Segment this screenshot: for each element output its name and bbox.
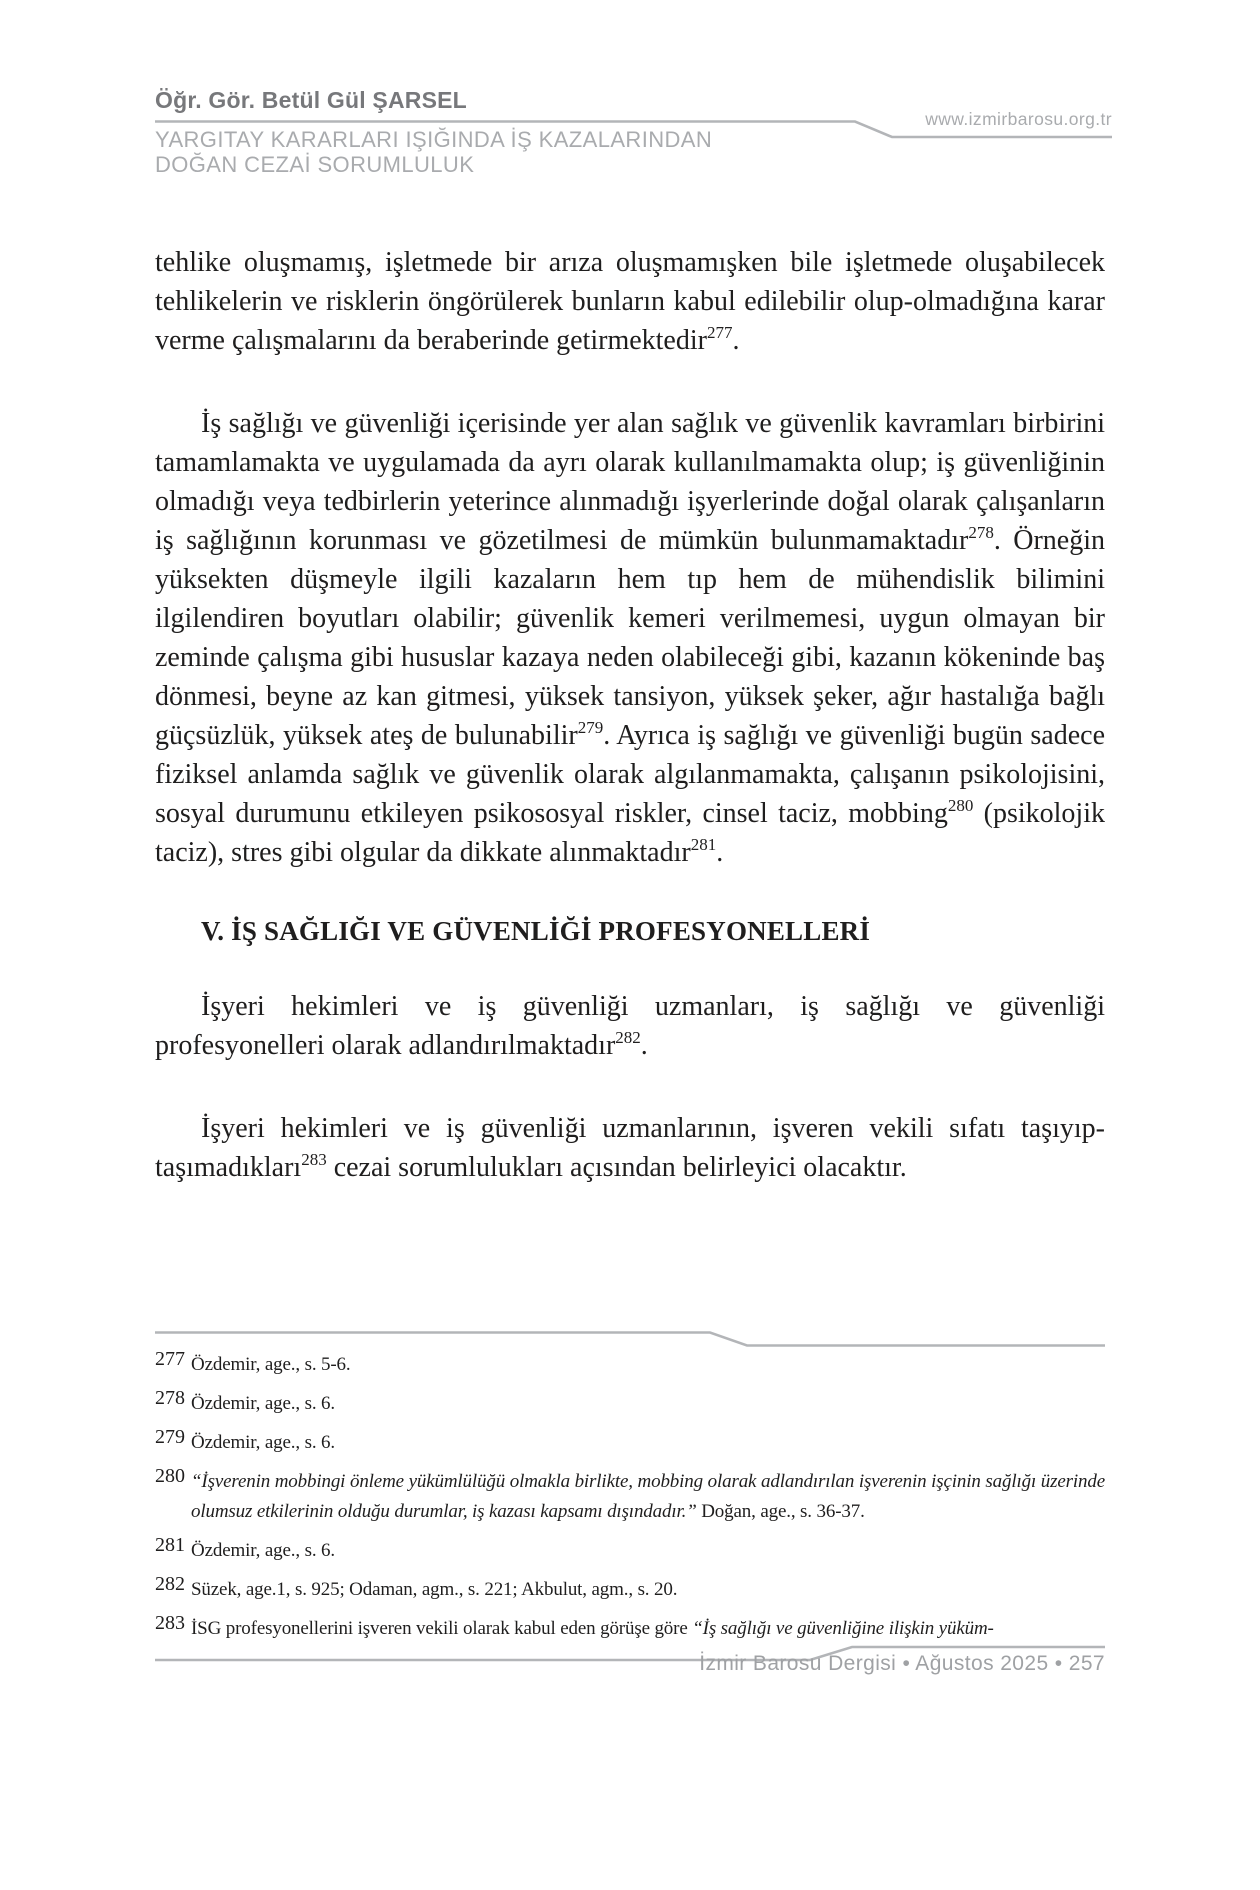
- journal-footer-text: İzmir Barosu Dergisi • Ağustos 2025 • 257: [699, 1652, 1105, 1675]
- footnote-reference: 280: [947, 796, 974, 815]
- article-title-line1: YARGITAY KARARLARI IŞIĞINDA İŞ KAZALARINDAN: [155, 127, 713, 152]
- footnote-text: “İşverenin mobbingi önleme yükümlülüğü olmakla birlikte, mobbing olarak adlandırılan işverenin işçinin sağlığı üzerinde olumsuz etkilerinin olduğu durumlar, iş kazası kapsamı dışındadır.” Doğan, age., s. 36-37.: [191, 1471, 1105, 1522]
- footnote-number: 279: [155, 1426, 185, 1448]
- body-paragraph: İşyeri hekimleri ve iş güvenliği uzmanlarının, işveren vekili sıfatı taşıyıp-taşımadıkları$^{283}$ cezai sorumlulukları açısından belirleyici olacaktır.: [155, 1113, 1105, 1183]
- footnote: [155, 1575, 1105, 1605]
- footnote-reference: 278: [968, 523, 994, 542]
- footnote-text: Özdemir, age., s. 5-6.: [191, 1354, 351, 1375]
- footnote-text: Özdemir, age., s. 6.: [191, 1432, 335, 1453]
- footnote-text: İSG profesyonellerini işveren vekili olarak kabul eden görüşe göre “İş sağlığı ve güvenliğine ilişkin yüküm-: [191, 1618, 994, 1639]
- footnote-number: 283: [155, 1612, 185, 1634]
- body-paragraph: İşyeri hekimleri ve iş güvenliği uzmanları, iş sağlığı ve güvenliği profesyonelleri olarak adlandırılmaktadır$^{282}$.: [155, 991, 1105, 1061]
- footnote-number: 277: [155, 1348, 185, 1370]
- footnote-text: Süzek, age.1, s. 925; Odaman, agm., s. 221; Akbulut, agm., s. 20.: [191, 1579, 678, 1600]
- footnote-reference: 279: [577, 718, 604, 737]
- footnote-reference: 283: [301, 1150, 327, 1169]
- journal-website: www.izmirbarosu.org.tr: [925, 109, 1112, 129]
- footnote: [155, 1536, 1105, 1566]
- footnote: [155, 1389, 1105, 1419]
- quoted-italic-text: “İşverenin mobbingi önleme yükümlülüğü olmakla birlikte, mobbing olarak adlandırılan işverenin işçinin sağlığı üzerinde olumsuz etkilerinin olduğu durumlar, iş kazası kapsamı dışındadır.”: [191, 1471, 1105, 1522]
- article-title: [155, 127, 712, 177]
- footnote-number: 281: [155, 1534, 185, 1556]
- footnote-text: Özdemir, age., s. 6.: [191, 1540, 335, 1561]
- footnote: [155, 1614, 1105, 1644]
- quoted-italic-text: “İş sağlığı ve güvenliğine ilişkin yüküm-: [692, 1618, 994, 1639]
- footnote-text: Özdemir, age., s. 6.: [191, 1393, 335, 1414]
- footnote-reference: 277: [706, 323, 733, 342]
- body-paragraph: tehlike oluşmamış, işletmede bir arıza oluşmamışken bile işletmede oluşabilecek tehlikelerin ve risklerin öngörülerek bunların kabul edilebilir olup-olmadığına karar verme çalışmalarını da beraberinde getirmektedir$^{277}$.: [155, 247, 1105, 356]
- footnote-number: 282: [155, 1573, 185, 1595]
- author-name: Öğr. Gör. Betül Gül ŞARSEL: [155, 87, 467, 113]
- footnote: [155, 1428, 1105, 1458]
- section-heading: V. İŞ SAĞLIĞI VE GÜVENLİĞİ PROFESYONELLERİ: [201, 916, 871, 946]
- article-title-line2: DOĞAN CEZAİ SORUMLULUK: [155, 152, 475, 177]
- footnotes-section: [155, 1350, 1105, 1653]
- footnote: [155, 1350, 1105, 1380]
- footnote-number: 278: [155, 1387, 185, 1409]
- footnote: [155, 1467, 1105, 1527]
- footnote-separator-rule: [155, 1330, 1105, 1348]
- footnote-number: 280: [155, 1465, 185, 1487]
- footnote-reference: 281: [690, 835, 717, 854]
- body-paragraph: İş sağlığı ve güvenliği içerisinde yer alan sağlık ve güvenlik kavramları birbirini tamamlamakta ve uygulamada da ayrı olarak kullanılmamakta olup; iş güvenliğinin olmadığı veya tedbirlerin yeterince alınmadığı işyerlerinde doğal olarak çalışanların iş sağlığının korunması ve gözetilmesi de mümkün bulunmamaktadır$^{278}$. Örneğin yüksekten düşmeyle ilgili kazaların hem tıp hem de mühendislik bilimini ilgilendiren boyutları olabilir; güvenlik kemeri verilmemesi, uygun olmayan bir zeminde çalışma gibi hususlar kazaya neden olabileceği gibi, kazanın kökeninde baş dönmesi, beyne az kan gitmesi, yüksek tansiyon, yüksek şeker, ağır hastalığa bağlı güçsüzlük, yüksek ateş de bulunabilir$^{279}$. Ayrıca iş sağlığı ve güvenliği bugün sadece fiziksel anlamda sağlık ve güvenlik olarak algılanmamakta, çalışanın psikolojisini, sosyal durumunu etkileyen psikososyal riskler, cinsel taciz, mobbing$^{280}$ (psikolojik taciz), stres gibi olgular da dikkate alınmaktadır$^{281}$.: [155, 408, 1106, 868]
- article-body: [155, 243, 1105, 1231]
- footnote-reference: 282: [615, 1028, 641, 1047]
